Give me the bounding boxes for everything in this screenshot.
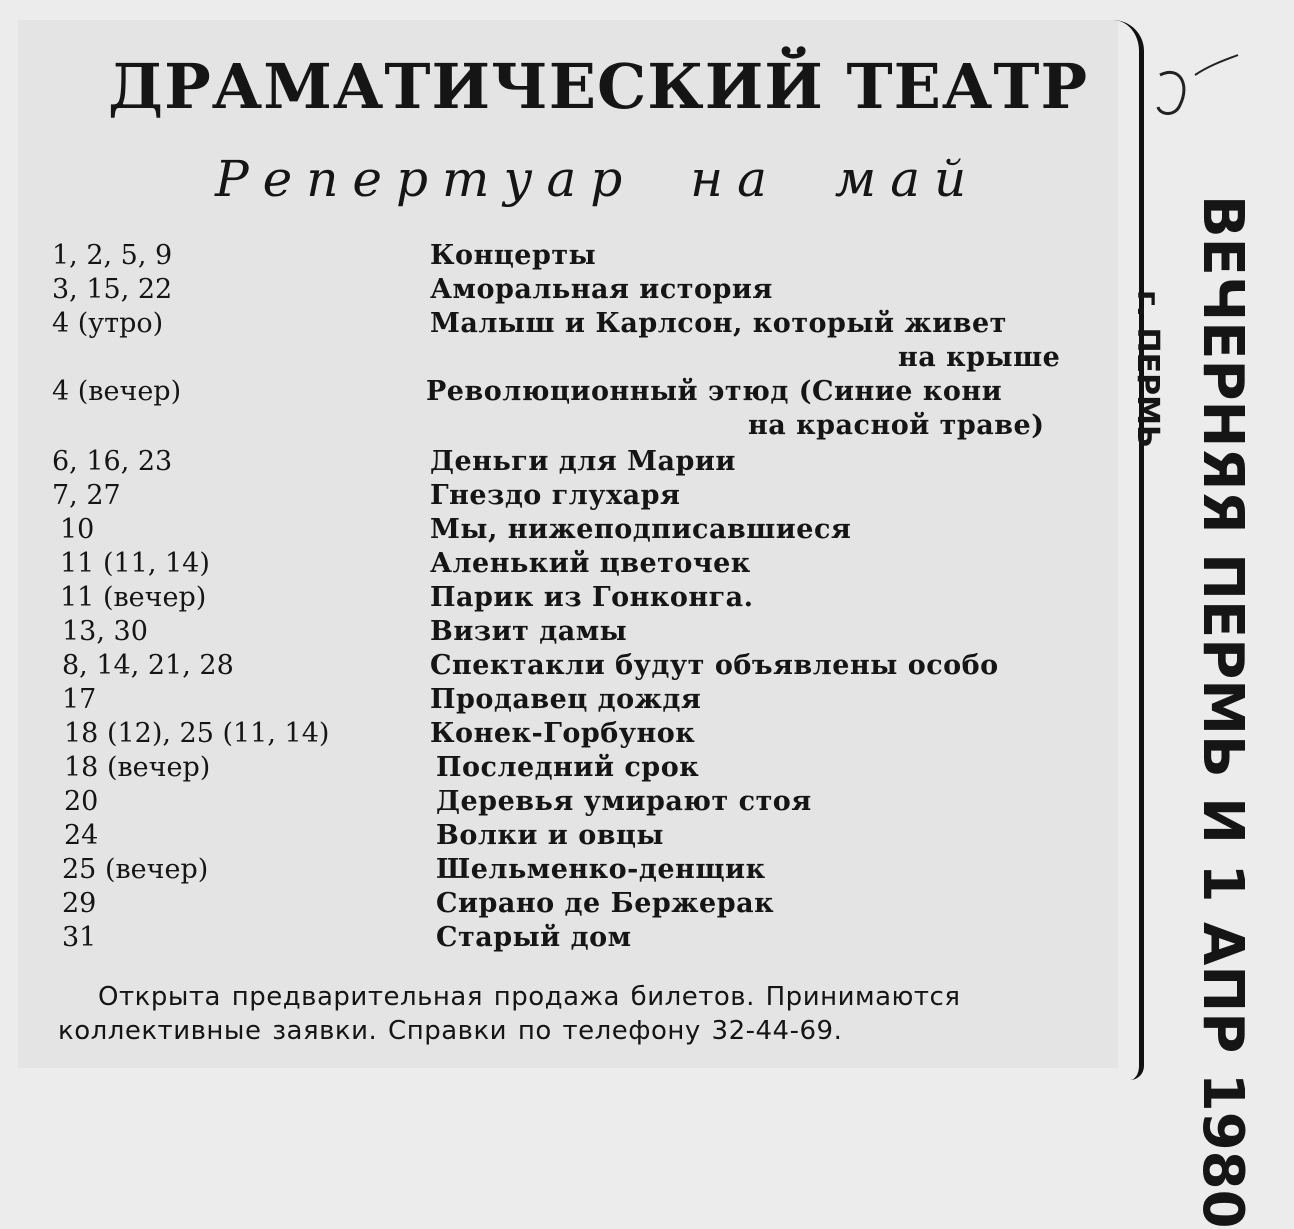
schedule-date: 13, 30 (62, 616, 148, 647)
clipping-edge (1113, 20, 1144, 1080)
schedule-play: Деньги для Марии (430, 446, 736, 477)
schedule-play: Спектакли будут объявлены особо (430, 650, 999, 681)
schedule-play-continuation: на крыше (898, 342, 1061, 373)
schedule-play: Сирано де Бержерак (436, 888, 775, 919)
schedule-play: Концерты (430, 240, 597, 271)
schedule-row (0, 446, 1100, 480)
schedule-play: Аленький цветочек (430, 548, 751, 579)
footer-note: Открыта предварительная продажа билетов. Принимаются коллективные заявки. Справки по телефону 32-44-69. (58, 982, 961, 1046)
schedule-date: 18 (вечер) (64, 752, 211, 783)
schedule-date: 11 (вечер) (60, 582, 207, 613)
schedule-row (0, 752, 1100, 786)
newspaper-stamp: ВЕЧЕРНЯЯ ПЕРМЬ И 1 АПР 1980 (1190, 195, 1255, 1229)
schedule-row (0, 820, 1100, 854)
schedule-row (0, 274, 1100, 308)
handwritten-mark (1150, 45, 1240, 135)
schedule-date: 4 (утро) (52, 308, 164, 339)
schedule-play: Волки и овцы (436, 820, 664, 851)
schedule-date: 25 (вечер) (62, 854, 209, 885)
schedule-row (0, 922, 1100, 956)
schedule-date: 11 (11, 14) (60, 548, 210, 579)
schedule-play: Деревья умирают стоя (436, 786, 812, 817)
schedule-play: Визит дамы (430, 616, 628, 647)
schedule-date: 1, 2, 5, 9 (52, 240, 173, 271)
schedule-play-continuation: на красной траве) (748, 410, 1045, 441)
schedule-row (0, 684, 1100, 718)
schedule-play: Шельменко-денщик (436, 854, 766, 885)
schedule-row (0, 514, 1100, 548)
schedule-row (0, 308, 1100, 342)
schedule-row (0, 480, 1100, 514)
repertoire-subtitle: Репертуар на май (215, 150, 981, 208)
theatre-title: ДРАМАТИЧЕСКИЙ ТЕАТР (108, 50, 1089, 123)
schedule-row (0, 786, 1100, 820)
stamp-city: г. ПЕРМЬ (1130, 290, 1165, 448)
schedule-play: Парик из Гонконга. (430, 582, 754, 613)
schedule-date: 6, 16, 23 (52, 446, 173, 477)
schedule-date: 24 (64, 820, 99, 851)
schedule-play: Малыш и Карлсон, который живет (430, 308, 1007, 339)
schedule-play: Гнездо глухаря (430, 480, 681, 511)
schedule-date: 8, 14, 21, 28 (62, 650, 234, 681)
schedule-play: Последний срок (436, 752, 700, 783)
schedule-row (0, 854, 1100, 888)
schedule-date: 10 (60, 514, 95, 545)
schedule-play: Аморальная история (430, 274, 773, 305)
schedule-play: Продавец дождя (430, 684, 702, 715)
schedule-play: Революционный этюд (Синие кони (426, 376, 1003, 407)
schedule-date: 31 (62, 922, 97, 953)
schedule-date: 29 (62, 888, 97, 919)
schedule-date: 18 (12), 25 (11, 14) (64, 718, 330, 749)
schedule-date: 3, 15, 22 (52, 274, 173, 305)
schedule-play: Мы, нижеподписавшиеся (430, 514, 852, 545)
schedule-row (0, 650, 1100, 684)
schedule-date: 7, 27 (52, 480, 121, 511)
schedule-play: Конек-Горбунок (430, 718, 696, 749)
schedule-date: 4 (вечер) (52, 376, 182, 407)
schedule-row (0, 888, 1100, 922)
schedule-date: 20 (64, 786, 99, 817)
schedule-play: Старый дом (436, 922, 632, 953)
schedule-row (0, 582, 1100, 616)
schedule-row (0, 240, 1100, 274)
schedule-row (0, 548, 1100, 582)
schedule-row (0, 718, 1100, 752)
schedule-row (0, 376, 1100, 410)
schedule-date: 17 (62, 684, 97, 715)
schedule-row (0, 616, 1100, 650)
